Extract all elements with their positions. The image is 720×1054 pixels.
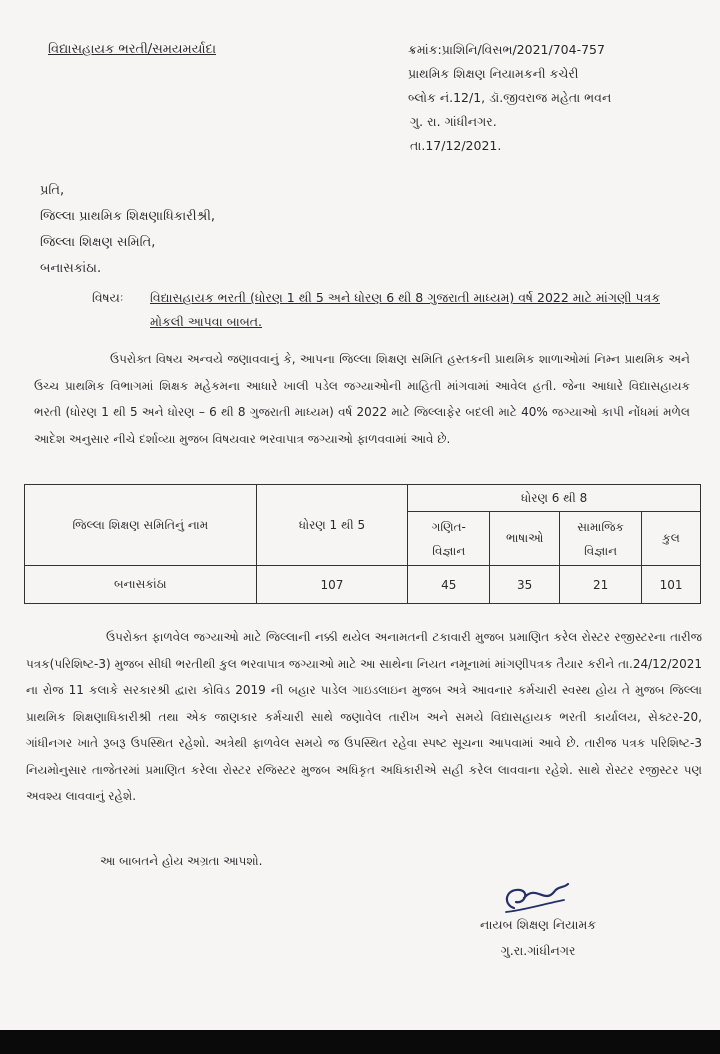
letter-date: તા.17/12/2021. bbox=[410, 138, 502, 153]
table-row bbox=[25, 566, 701, 604]
recipient-line-3: જિલ્લા શિક્ષણ સમિતિ, bbox=[40, 235, 156, 250]
department-heading: વિદ્યાસહાયક ભરતી/સમયમર્યાદા bbox=[48, 42, 217, 57]
signatory-designation: નાયબ શિક્ષણ નિયામક bbox=[480, 917, 597, 932]
recipient-line-4: બનાસકાંઠા. bbox=[40, 261, 102, 276]
body-paragraph-3: આ બાબતને હોય અગ્રતા આપશો. bbox=[100, 854, 263, 868]
body-paragraph-1: ઉપરોક્ત વિષય અન્વયે જણાવવાનું કે, આપના જિલ્લા શિક્ષણ સમિતિ હસ્તકની પ્રાથમિક શાળાઓમાં નિમ્ન પ્રાથમિક અને ઉચ્ચ પ્રાથમિક વિભાગમાં શિક્ષક મહેકમના આધારે ખાલી પડેલ જગ્યાઓની માહિતી માંગવામાં આવેલ હતી. જેના આધારે વિદ્યાસહાયક ભરતી (ધોરણ 1 થી 5 અને ધોરણ – 6 થી 8 ગુજરાતી માધ્યમ) વર્ષ 2022 માટે જિલ્લાફેર બદલી માટે 40% જગ્યાઓ કાપી નોંધમાં મળેલ આદેશ અનુસાર નીચે દર્શાવ્યા મુજબ વિષયવાર ભરવાપાત્ર જગ્યાઓ ફાળવવામાં આવે છે. bbox=[34, 352, 690, 446]
recipient-block bbox=[40, 178, 215, 282]
cell-district: બનાસકાંઠા bbox=[25, 566, 257, 604]
recipient-line-1: પ્રતિ, bbox=[40, 183, 65, 198]
header-social-science: સામાજિક વિજ્ઞાન bbox=[560, 512, 642, 566]
header-std-6-8: ધોરણ 6 થી 8 bbox=[408, 485, 701, 512]
subject-text: વિદ્યાસહાયક ભરતી (ધોરણ 1 થી 5 અને ધોરણ 6 થી 8 ગુજરાતી માધ્યમ) વર્ષ 2022 માટે માંગણી પત્રક મોકલી આપવા બાબત. bbox=[150, 290, 661, 329]
header-math-science: ગણિત-વિજ્ઞાન bbox=[408, 512, 490, 566]
cell-math-science: 45 bbox=[408, 566, 490, 604]
cell-languages: 35 bbox=[490, 566, 560, 604]
cell-std-1-5: 107 bbox=[256, 566, 408, 604]
header-total: કુલ bbox=[642, 512, 701, 566]
body-paragraph-2: ઉપરોક્ત ફાળવેલ જગ્યાઓ માટે જિલ્લાની નક્કી થયેલ અનામતની ટકાવારી મુજબ પ્રમાણિત કરેલ રોસ્ટર રજીસ્ટરના તારીજ પત્રક(પરિશિષ્ટ-3) મુજબ સીધી ભરતીથી કુલ ભરવાપાત્ર જગ્યાઓ માટે આ સાથેના નિયત નમૂનામાં માંગણીપત્રક તૈયાર કરીને તા.24/12/2021 ના રોજ 11 કલાકે સરકારશ્રી દ્વારા કોવિડ 2019 ની બહાર પાડેલ ગાઇડલાઇન મુજબ અત્રે આવનાર કર્મચારી સ્વસ્થ હોય તે મુજબ જિલ્લા પ્રાથમિક શિક્ષણાધિકારીશ્રી તથા એક જાણકાર કર્મચારી સાથે જણાવેલ તારીખ અને સમયે વિદ્યાસહાયક ભરતી કાર્યાલય, સેક્ટર-20, ગાંધીનગર ખાતે રૂબરૂ ઉપસ્થિત રહેશો. અત્રેથી ફાળવેલ સમયે જ ઉપસ્થિત રહેવા સ્પષ્ટ સૂચના આપવામાં આવે છે. તારીજ પત્રક પરિશિષ્ટ-3 નિયમોનુસાર તાજેતરમાં પ્રમાણિત કરેલા રોસ્ટર રજિસ્ટર મુજબ અધિકૃત અધિકારીએ સહી કરેલ લાવવાના રહેશે. સાથે રોસ્ટર રજીસ્ટર પણ અવશ્ય લાવવાનું રહેશે. bbox=[26, 630, 703, 803]
office-name: પ્રાથમિક શિક્ષણ નિયામકની કચેરી bbox=[408, 66, 579, 81]
recipient-line-2: જિલ્લા પ્રાથમિક શિક્ષણાધિકારીશ્રી, bbox=[40, 209, 216, 224]
header-std-1-5: ધોરણ 1 થી 5 bbox=[256, 485, 408, 566]
reference-number: ક્રમાંક:પ્રાશિનિ/વિસભ/2021/704-757 bbox=[408, 42, 605, 57]
header-district: જિલ્લા શિક્ષણ સમિતિનું નામ bbox=[25, 485, 257, 566]
cell-social-science: 21 bbox=[560, 566, 642, 604]
address-line-2: ગુ. રા. ગાંધીનગર. bbox=[410, 114, 497, 129]
vacancy-table bbox=[24, 484, 701, 604]
header-languages: ભાષાઓ bbox=[490, 512, 560, 566]
address-line-1: બ્લોક નં.12/1, ડૉ.જીવરાજ મહેતા ભવન bbox=[408, 90, 612, 105]
signatory-place: ગુ.રા.ગાંધીનગર bbox=[500, 943, 576, 958]
cell-total: 101 bbox=[642, 566, 701, 604]
bottom-black-bar bbox=[0, 1030, 720, 1054]
sign-off-block bbox=[480, 912, 596, 964]
letter-header bbox=[408, 38, 611, 158]
subject-label: વિષયઃ bbox=[92, 290, 124, 305]
